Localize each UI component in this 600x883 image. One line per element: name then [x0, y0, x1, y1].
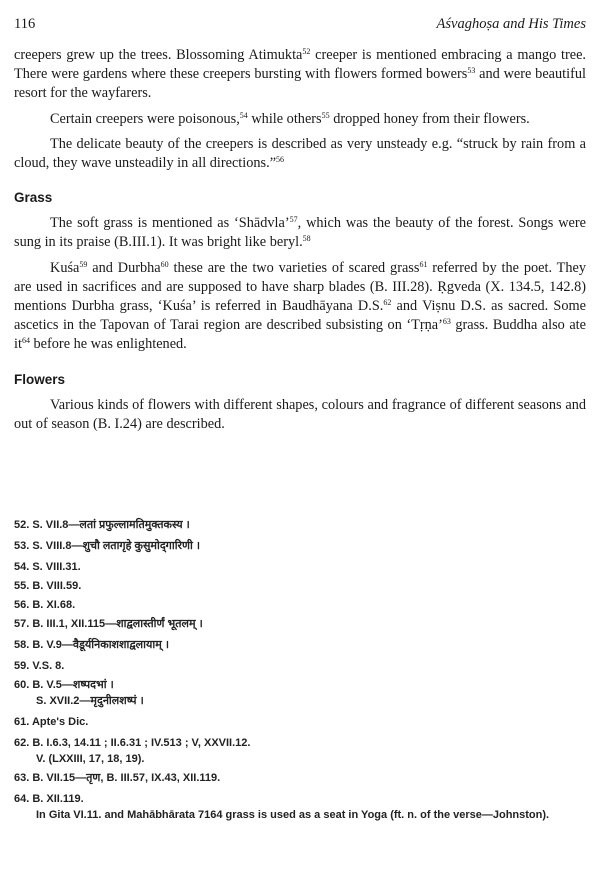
footnote-62: 62. B. I.6.3, 14.11 ; II.6.31 ; IV.513 ; V, XXVII.12. V. (LXXIII, 17, 18, 19). — [14, 737, 251, 765]
footnote-ref: 55 — [321, 110, 330, 120]
footnote-ref: 59 — [79, 259, 88, 269]
paragraph-kusa-durbha: Kuśa$^{59}$ and Durbha$^{60}$ these are the two varieties of scared grass$^{61}$ referred by the poet. They are used in sacrifices and are supposed to have sharp blades (B. III.28). Ṛgveda (X. 134.5, 142.8) mentions Durbha grass, ‘Kuśa’ is referred in Baudhāyana D.S.$^{62}$ and Viṣnu D.S. as sacred. Some ascetics in the Tapovan of Tarai region are described subsisting on ‘Tṛṇa’$^{63}$ grass. Buddha also ate $it^{64}$ before he was enlightened. — [14, 259, 587, 353]
footnote-52: 52. S. VII.8—लतां प्रफुल्लामतिमुक्तकस्य । — [14, 519, 190, 531]
footnotes — [14, 517, 586, 828]
footnote-ref: 63 — [442, 317, 451, 327]
footnote-ref: 54 — [239, 110, 248, 120]
footnote-60: 60. B. V.5—शष्पदभां । S. XVII.2—मृदुनीलशष्पं । — [14, 679, 144, 707]
footnote-53: 53. S. VIII.8—शुचौ लतागृहे कुसुमोद्‌गारिणी । — [14, 540, 201, 552]
page-header — [14, 16, 586, 36]
paragraph-creepers-gardens: creepers grew up the trees. Blossoming Atimukta$^{52}$ creeper is mentioned embracing a mango tree. There were gardens where these creepers bursting with flowers formed bowers$^{53}$ and were beautiful resort for the wayfarers. — [14, 47, 586, 102]
footnote-63: 63. B. VII.15—तृण, B. III.57, IX.43, XII.119. — [14, 772, 221, 784]
footnote-57: 57. B. III.1, XII.115—शाद्वलास्तीर्णं भूतलम् । — [14, 618, 203, 630]
page-number: 116 — [14, 16, 36, 32]
footnote-58: 58. B. V.9—वैडूर्यनिकाशशाद्वलायाम् । — [14, 639, 170, 651]
body-text — [14, 46, 586, 434]
section-heading-grass: Grass — [14, 190, 53, 206]
footnote-ref: 61 — [419, 259, 428, 269]
footnote-64: 64. B. XII.119. In Gita VI.11. and Mahābhārata 7164 grass is used as a seat in Yoga (ft. n. of the verse—Johnston). — [14, 793, 550, 821]
footnote-ref: 62 — [383, 298, 392, 308]
paragraph-flowers: Various kinds of flowers with different shapes, colours and fragrance of different seasons and out of season (B. I.24) are described. — [14, 396, 586, 432]
footnote-ref: 52 — [302, 47, 311, 56]
footnote-ref: 58 — [302, 234, 311, 244]
footnote-ref: 57 — [289, 215, 298, 225]
footnote-ref: 60 — [160, 259, 169, 269]
footnote-56: 56. B. XI.68. — [14, 599, 76, 611]
footnote-ref: 56 — [276, 155, 285, 165]
footnote-ref: 53 — [467, 66, 476, 76]
footnote-55: 55. B. VIII.59. — [14, 580, 82, 592]
section-heading-flowers: Flowers — [14, 371, 66, 387]
paragraph-delicate-beauty: The delicate beauty of the creepers is described as very unsteady e.g. “struck by rain from a cloud, they wave unsteadily in all directions.”$^{56}$ — [14, 135, 586, 172]
paragraph-poisonous-creepers: Certain creepers were poisonous,$^{54}$ while others$^{55}$ dropped honey from their flowers. — [50, 110, 530, 127]
footnote-ref: 64 — [21, 336, 30, 346]
footnote-54: 54. S. VIII.31. — [14, 561, 81, 573]
footnote-59: 59. V.S. 8. — [14, 660, 65, 672]
paragraph-soft-grass: The soft grass is mentioned as ‘Shādvla’$^{57}$, which was the beauty of the forest. Songs were sung in its praise (B.III.1). It was bright like beryl.$^{58}$ — [14, 215, 586, 251]
running-title: Aśvaghoṣa and His Times — [436, 16, 586, 32]
footnote-61: 61. Apte's Dic. — [14, 716, 89, 728]
